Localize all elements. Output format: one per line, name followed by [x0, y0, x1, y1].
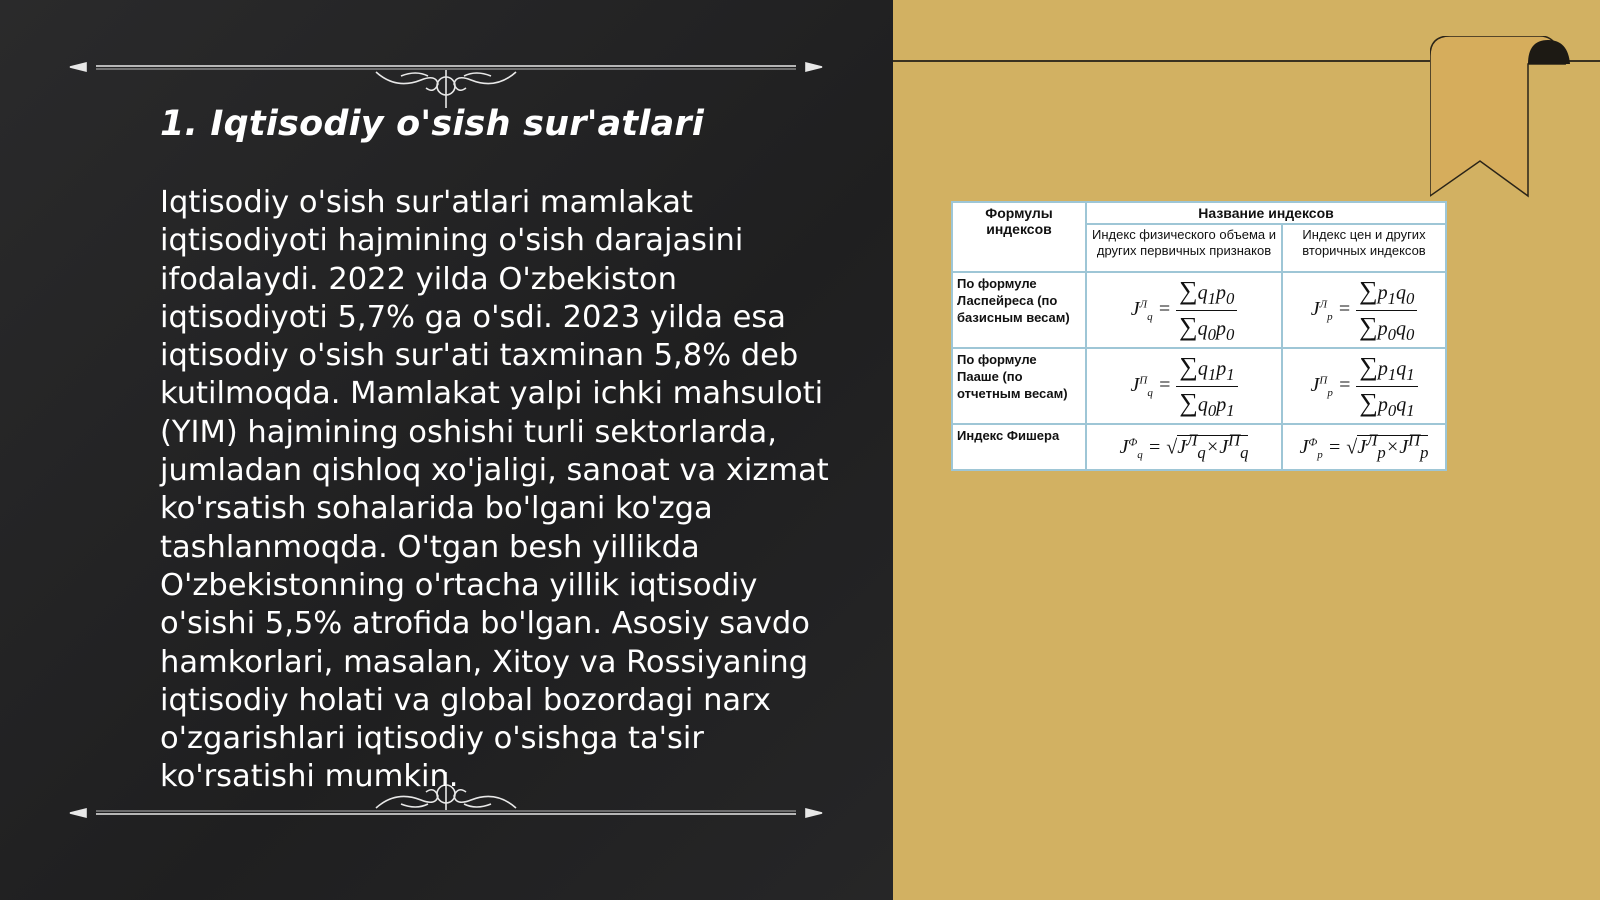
formula-paasche-price: $J^П_p$ = $\frac{\sum p_1q_1}{\sum p_0q_1}$: [1282, 348, 1446, 424]
formula-laspeyres-volume: $J^Л_q$ = $\frac{\sum q_1p_0}{\sum q_0p_0}$: [1086, 272, 1282, 348]
row-label-paasche: По формуле Пааше (по отчетным весам): [952, 348, 1086, 424]
index-formulas-table: [951, 201, 1447, 471]
slide-body-text: Iqtisodiy o'sish sur'atlari mamlakat iqtisodiyoti hajmining o'sish darajasini ifodalaydi. 2022 yilda O'zbekiston iqtisodiyoti 5,7% ga o'sdi. 2023 yilda esa iqtisodiy o'sish sur'ati taxminan 5,8% deb kutilmoqda. Mamlakat yalpi ichki mahsuloti (YIM) hajmining oshishi turli sektorlarda, jumladan qishloq xo'jaligi, sanoat va xizmat ko'rsatish sohalarida bo'lgani ko'zga tashlanmoqda. O'tgan besh yillikda O'zbekistonning o'rtacha yillik iqtisodiy o'sishi 5,5% atrofida bo'lgan. Asosiy savdo hamkorlari, masalan, Xitoy va Rossiyaning iqtisodiy holati va global bozordagi narx o'zgarishlari iqtisodiy o'sishga ta'sir ko'rsatishi mumkin.: [160, 185, 829, 795]
row-label-fisher: Индекс Фишера: [952, 424, 1086, 470]
formula-fisher-volume: $J^Ф_q = √J^Л_q\times J^П_q$: [1086, 424, 1282, 470]
formula-paasche-volume: $J^П_q$ = $\frac{\sum q_1p_1}{\sum q_0p_1}$: [1086, 348, 1282, 424]
row-label-laspeyres: По формуле Ласпейреса (по базисным весам): [952, 272, 1086, 348]
bookmark-ribbon-icon: [1430, 36, 1570, 201]
formula-fisher-price: $J^Ф_p = √J^Л_p\times J^П_p$: [1282, 424, 1446, 470]
corner-header: Формулы индексов: [952, 202, 1086, 272]
col-header-volume: Индекс физического объема и других первичных признаков: [1086, 224, 1282, 272]
formula-laspeyres-price: $J^Л_p$ = $\frac{\sum p_1q_0}{\sum p_0q_0}$: [1282, 272, 1446, 348]
col-header-price: Индекс цен и других вторичных индексов: [1282, 224, 1446, 272]
slide-title: 1. Iqtisodiy o'sish sur'atlari: [160, 104, 705, 144]
ornament-divider-top-icon: [66, 50, 826, 110]
group-header: Название индексов: [1086, 202, 1446, 224]
